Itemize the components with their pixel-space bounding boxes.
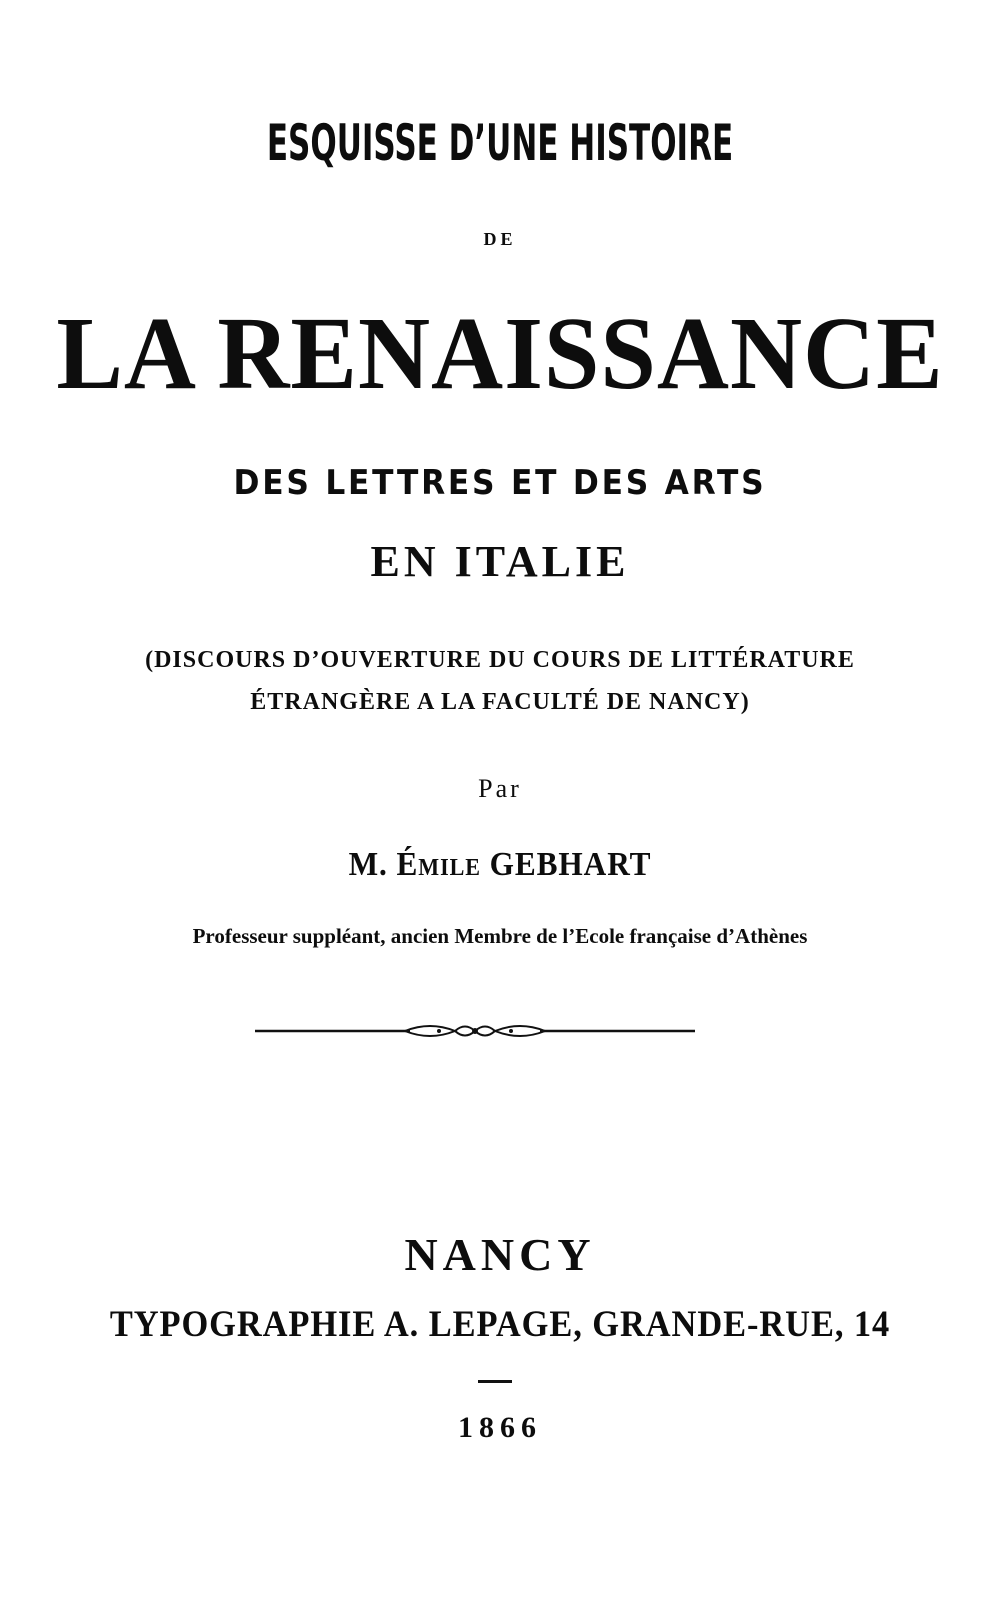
imprint-city: NANCY bbox=[404, 1229, 596, 1280]
subtitle-top: ESQUISSE D’UNE HISTOIRE bbox=[266, 114, 734, 172]
subtitle-lettres-arts: DES LETTRES ET DES ARTS bbox=[233, 463, 767, 503]
author-name: M. Émile GEBHART bbox=[348, 846, 652, 883]
main-title: LA RENAISSANCE bbox=[56, 296, 944, 411]
imprint-year: 1866 bbox=[458, 1411, 542, 1444]
discours-line-2: ÉTRANGÈRE A LA FACULTÉ DE NANCY) bbox=[250, 689, 750, 715]
discours-line-1: (DISCOURS D’OUVERTURE DU COURS DE LITTÉRATURE bbox=[145, 647, 855, 673]
ornament-divider-icon bbox=[255, 1018, 695, 1044]
imprint-printer: TYPOGRAPHIE A. LEPAGE, GRANDE-RUE, 14 bbox=[109, 1304, 891, 1345]
subtitle-italie: EN ITALIE bbox=[370, 537, 630, 586]
par-label: Par bbox=[478, 774, 522, 803]
preposition-de: DE bbox=[483, 229, 517, 249]
author-title: Professeur suppléant, ancien Membre de l’Ecole française d’Athènes bbox=[192, 924, 808, 948]
short-rule bbox=[478, 1380, 512, 1383]
